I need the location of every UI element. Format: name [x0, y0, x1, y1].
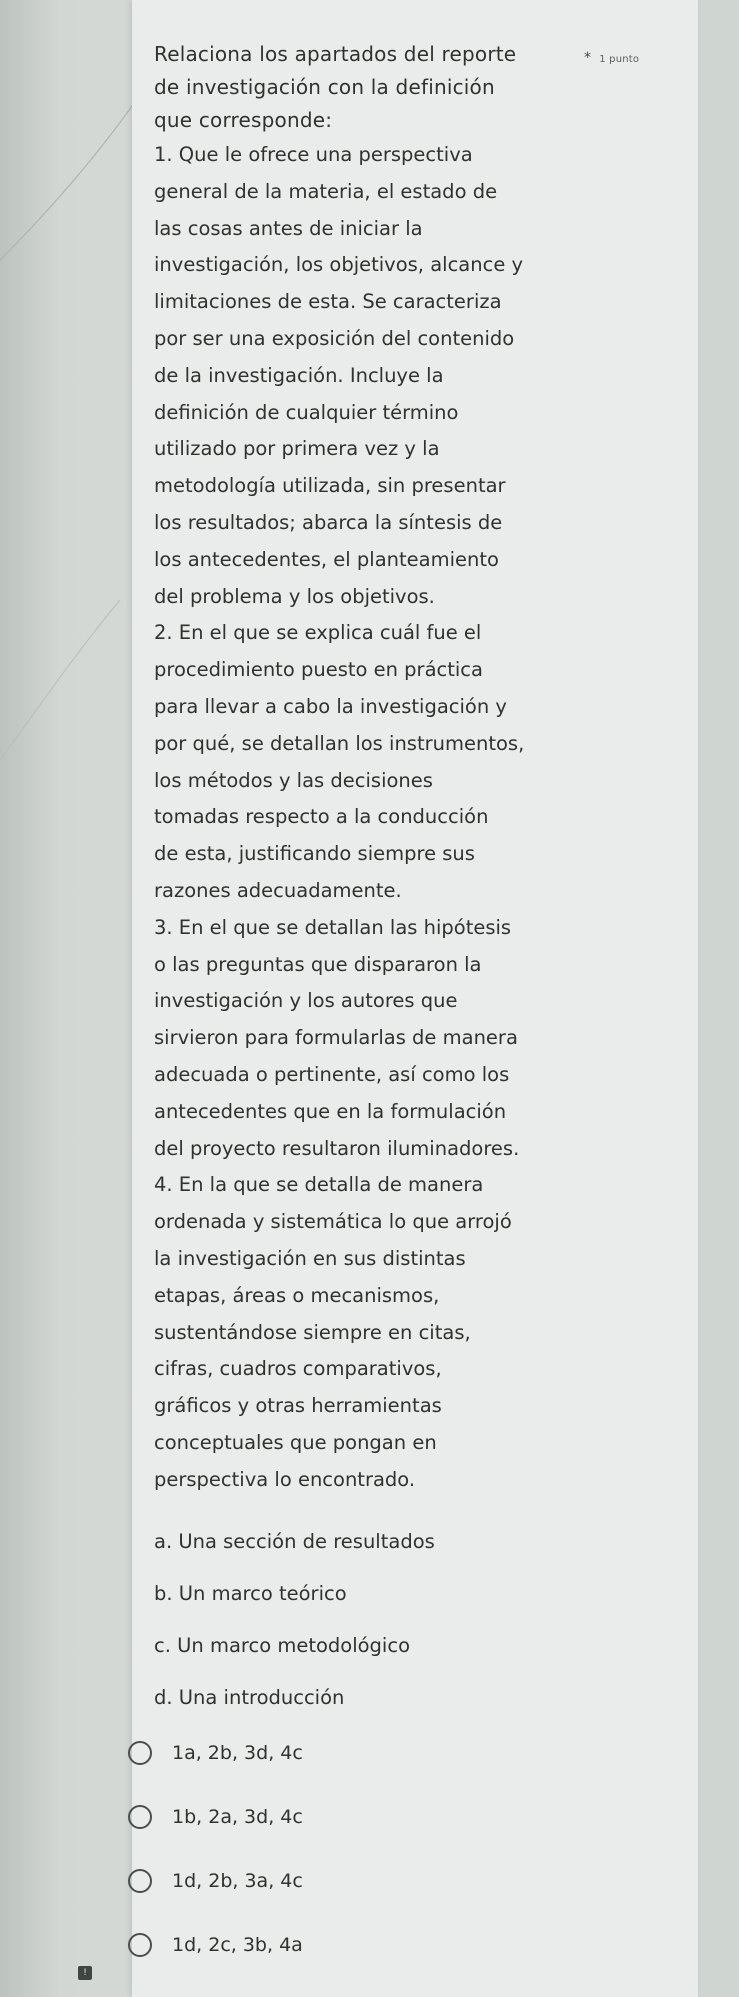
question-content [154, 38, 640, 1733]
definition-line: investigación, los objetivos, alcance y [154, 253, 524, 277]
required-marker: * [584, 50, 592, 66]
question-title-line: Relaciona los apartados del reporte [154, 42, 517, 66]
definition-line: del problema y los objetivos. [154, 584, 435, 608]
definition-line: gráficos y otras herramientas [154, 1394, 442, 1418]
definition-line: limitaciones de esta. Se caracteriza [154, 290, 502, 314]
points-label: 1 punto [599, 54, 640, 65]
definition-line: antecedentes que en la formulación [154, 1099, 507, 1123]
definition-line: conceptuales que pongan en [154, 1430, 437, 1454]
definition-line: 4. En la que se detalla de manera [154, 1173, 484, 1197]
definition-line: etapas, áreas o mecanismos, [154, 1283, 440, 1307]
definition-line: ordenada y sistemática lo que arrojó [154, 1210, 512, 1234]
definition-line: los antecedentes, el planteamiento [154, 547, 499, 571]
definitions-list [154, 137, 584, 1498]
section-option: d. Una introducción [154, 1685, 345, 1709]
answer-choices [128, 1738, 303, 1994]
section-option: c. Un marco metodológico [154, 1633, 411, 1657]
choice-label[interactable]: 1d, 2b, 3a, 4c [172, 1870, 303, 1892]
definition-line: la investigación en sus distintas [154, 1246, 466, 1270]
definition-line: 3. En el que se detallan las hipótesis [154, 915, 512, 939]
section-option: b. Un marco teórico [154, 1582, 347, 1606]
definition-line: tomadas respecto a la conducción [154, 805, 489, 829]
radio-button[interactable] [128, 1741, 152, 1765]
definition-line: general de la materia, el estado de [154, 179, 498, 203]
definition-line: para llevar a cabo la investigación y [154, 694, 507, 718]
definition-line: sirvieron para formularlas de manera [154, 1026, 518, 1050]
definition-line: de esta, justificando siempre sus [154, 842, 475, 866]
choice-option[interactable] [128, 1866, 303, 1896]
choice-label[interactable]: 1d, 2c, 3b, 4a [172, 1934, 303, 1956]
radio-button[interactable] [128, 1805, 152, 1829]
definition-line: utilizado por primera vez y la [154, 437, 440, 461]
choice-option[interactable] [128, 1930, 303, 1960]
definition-line: procedimiento puesto en práctica [154, 658, 483, 682]
definition-line: de la investigación. Incluye la [154, 363, 444, 387]
definition-line: definición de cualquier término [154, 400, 459, 424]
question-title-line: que corresponde: [154, 108, 333, 132]
question-title-line: de investigación con la definición [154, 75, 495, 99]
choice-label[interactable]: 1b, 2a, 3d, 4c [172, 1806, 303, 1828]
question-meta [584, 42, 639, 76]
section-option: a. Una sección de resultados [154, 1530, 435, 1554]
radio-button[interactable] [128, 1933, 152, 1957]
definition-line: del proyecto resultaron iluminadores. [154, 1136, 520, 1160]
definition-line: adecuada o pertinente, así como los [154, 1062, 510, 1086]
warning-badge: ! [78, 1966, 92, 1980]
radio-button[interactable] [128, 1869, 152, 1893]
choice-label[interactable]: 1a, 2b, 3d, 4c [172, 1742, 303, 1764]
definition-line: las cosas antes de iniciar la [154, 216, 423, 240]
definition-line: los resultados; abarca la síntesis de [154, 510, 503, 534]
definition-line: investigación y los autores que [154, 989, 458, 1013]
definition-line: por ser una exposición del contenido [154, 326, 515, 350]
definition-line: los métodos y las decisiones [154, 768, 433, 792]
definition-line: razones adecuadamente. [154, 878, 402, 902]
definition-line: o las preguntas que dispararon la [154, 952, 482, 976]
question-title [154, 38, 640, 137]
definition-line: 2. En el que se explica cuál fue el [154, 621, 482, 645]
choice-option[interactable] [128, 1802, 303, 1832]
definition-line: sustentándose siempre en citas, [154, 1320, 471, 1344]
choice-option[interactable] [128, 1738, 303, 1768]
definition-line: 1. Que le ofrece una perspectiva [154, 143, 473, 166]
sections-list [154, 1526, 584, 1713]
definition-line: metodología utilizada, sin presentar [154, 474, 506, 498]
definition-line: por qué, se detallan los instrumentos, [154, 731, 525, 755]
definition-line: cifras, cuadros comparativos, [154, 1357, 442, 1381]
definition-line: perspectiva lo encontrado. [154, 1467, 416, 1491]
